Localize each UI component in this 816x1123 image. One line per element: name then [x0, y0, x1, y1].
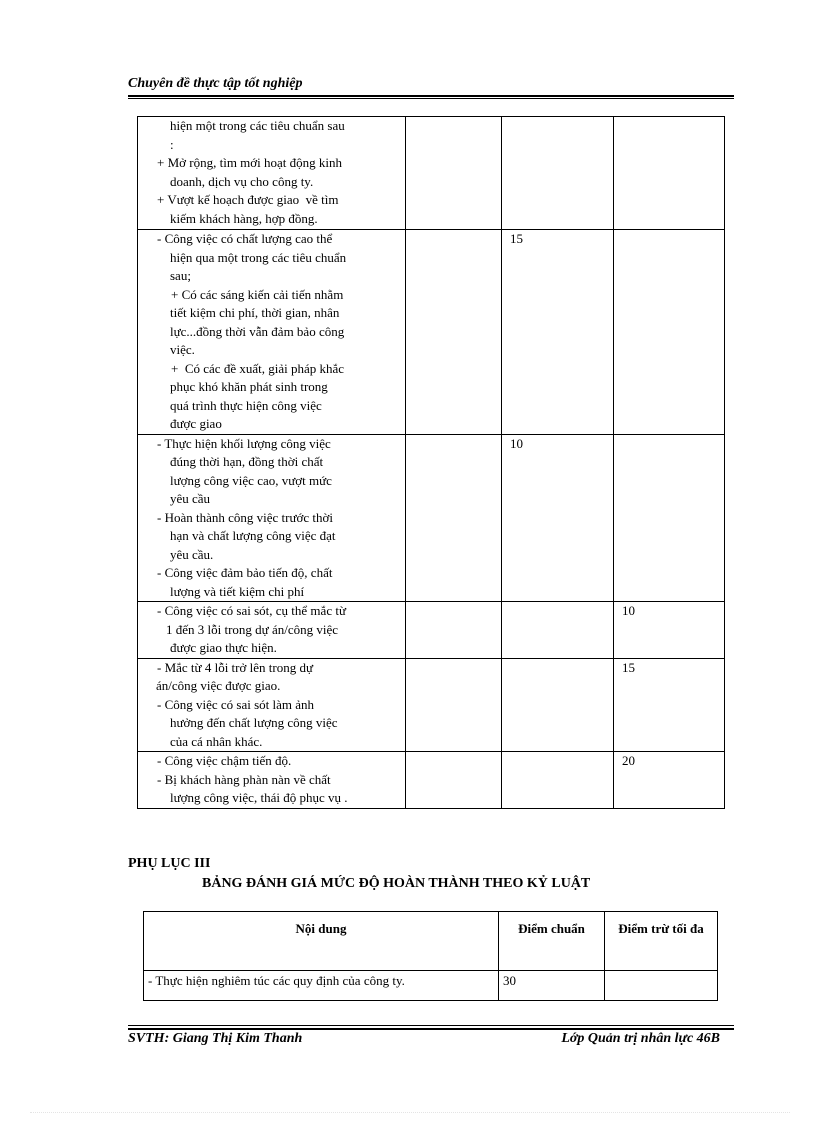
- criteria-text-line: + Mở rộng, tìm mới hoạt động kinh: [157, 155, 343, 170]
- criteria-text-line: - Công việc có chất lượng cao thể: [157, 231, 333, 246]
- header-rule-thin: [128, 98, 734, 99]
- criteria-deduction-cell: [614, 230, 725, 435]
- criteria-text-line: hạn và chất lượng công việc đạt: [170, 528, 336, 543]
- criteria-deduction-cell: 10: [614, 602, 725, 659]
- criteria-text-line: - Công việc đảm bảo tiến độ, chất: [157, 565, 333, 580]
- criteria-score-cell: [406, 658, 502, 752]
- criteria-text-line: hưởng đến chất lượng công việc: [170, 715, 338, 730]
- criteria-text-line: hiện một trong các tiêu chuẩn sau: [170, 118, 345, 133]
- document-header-title: Chuyên đề thực tập tốt nghiệp: [128, 76, 303, 91]
- criteria-text-line: + Có các đề xuất, giải pháp khắc: [171, 360, 345, 376]
- criteria-text-line: - Hoàn thành công việc trước thời: [157, 509, 334, 525]
- criteria-text-line: yêu cầu.: [170, 546, 214, 562]
- criteria-score-cell: [406, 117, 502, 230]
- criteria-text-line: - Thực hiện khối lượng công việc: [157, 435, 331, 451]
- criteria-text-line: lượng công việc cao, vượt mức: [170, 472, 332, 488]
- criteria-text-line: lực...đồng thời vẫn đảm bảo công: [170, 323, 345, 339]
- criteria-standard-cell: [502, 658, 614, 752]
- appendix-title: BẢNG ĐÁNH GIÁ MỨC ĐỘ HOÀN THÀNH THEO KỶ LUẬT: [202, 876, 591, 891]
- criteria-standard-cell: 10: [502, 434, 614, 602]
- criteria-row: [138, 434, 725, 602]
- discipline-table: [143, 911, 718, 1001]
- criteria-text-line: kiếm khách hàng, hợp đồng.: [170, 210, 318, 226]
- criteria-deduction-cell: [614, 434, 725, 602]
- criteria-text-line: yêu cầu: [170, 491, 211, 506]
- criteria-row: [138, 658, 725, 752]
- criteria-standard-cell: [502, 117, 614, 230]
- criteria-deduction-cell: 15: [614, 658, 725, 752]
- discipline-header-row: [144, 912, 718, 971]
- criteria-text-line: quá trình thực hiện công việc: [170, 397, 322, 413]
- footer-student-name: SVTH: Giang Thị Kim Thanh: [128, 1031, 303, 1046]
- criteria-content-cell: [138, 752, 406, 809]
- criteria-score-cell: [406, 752, 502, 809]
- criteria-table: [137, 116, 725, 809]
- criteria-text-line: + Có các sáng kiến cải tiến nhằm: [171, 286, 344, 302]
- criteria-content-cell: [138, 230, 406, 435]
- criteria-row: [138, 602, 725, 659]
- header-max-deduction: Điểm trừ tối đa: [605, 912, 718, 971]
- header-standard-score: Điểm chuẩn: [499, 912, 605, 971]
- footer-rule-thin: [128, 1025, 734, 1026]
- criteria-text-line: doanh, dịch vụ cho công ty.: [170, 173, 314, 189]
- criteria-table-body: [138, 117, 725, 809]
- criteria-content-cell: [138, 602, 406, 659]
- appendix-label: PHỤ LỤC III: [128, 856, 211, 871]
- criteria-text-line: - Công việc chậm tiến độ.: [157, 753, 292, 768]
- criteria-row: [138, 752, 725, 809]
- footer-rule: [128, 1028, 734, 1030]
- criteria-content-cell: [138, 117, 406, 230]
- criteria-row: [138, 117, 725, 230]
- criteria-text-line: - Công việc có sai sót, cụ thể mắc từ: [157, 603, 346, 618]
- criteria-text-line: phục khó khăn phát sinh trong: [170, 379, 328, 394]
- criteria-text-line: 1 đến 3 lỗi trong dự án/công việc: [166, 621, 339, 637]
- discipline-deduction-cell: [605, 971, 718, 1001]
- criteria-row: [138, 230, 725, 435]
- criteria-text-line: - Mắc từ 4 lỗi trở lên trong dự: [157, 659, 313, 675]
- criteria-text-line: - Bị khách hàng phàn nàn về chất: [157, 771, 331, 787]
- criteria-text-line: - Công việc có sai sót làm ảnh: [157, 696, 315, 712]
- page-edge: [30, 1112, 790, 1113]
- criteria-score-cell: [406, 230, 502, 435]
- criteria-deduction-cell: [614, 117, 725, 230]
- criteria-standard-cell: [502, 752, 614, 809]
- criteria-text-line: của cá nhân khác.: [170, 733, 263, 749]
- criteria-score-cell: [406, 602, 502, 659]
- discipline-standard-cell: 30: [499, 971, 605, 1001]
- criteria-deduction-cell: 20: [614, 752, 725, 809]
- header-rule: [128, 95, 734, 97]
- criteria-text-line: sau;: [170, 268, 191, 283]
- criteria-content-cell: [138, 434, 406, 602]
- criteria-content-cell: [138, 658, 406, 752]
- criteria-text-line: lượng và tiết kiệm chi phí: [170, 583, 305, 599]
- criteria-text-line: được giao: [170, 416, 222, 431]
- criteria-text-line: + Vượt kế hoạch được giao về tìm: [157, 192, 339, 207]
- discipline-row: [144, 971, 718, 1001]
- criteria-text-line: hiện qua một trong các tiêu chuẩn: [170, 249, 347, 265]
- criteria-text-line: việc.: [170, 342, 195, 357]
- discipline-content-cell: - Thực hiện nghiêm túc các quy định của công ty.: [144, 971, 499, 1001]
- criteria-text-line: đúng thời hạn, đồng thời chất: [170, 454, 324, 469]
- header-content: Nội dung: [144, 912, 499, 971]
- footer-class-name: Lớp Quản trị nhân lực 46B: [561, 1031, 720, 1046]
- criteria-score-cell: [406, 434, 502, 602]
- criteria-standard-cell: [502, 602, 614, 659]
- criteria-text-line: án/công việc được giao.: [156, 678, 281, 693]
- criteria-text-line: :: [170, 136, 174, 152]
- criteria-text-line: lượng công việc, thái độ phục vụ .: [170, 790, 348, 805]
- criteria-standard-cell: 15: [502, 230, 614, 435]
- criteria-text-line: được giao thực hiện.: [170, 640, 277, 655]
- criteria-text-line: tiết kiệm chi phí, thời gian, nhân: [170, 305, 340, 320]
